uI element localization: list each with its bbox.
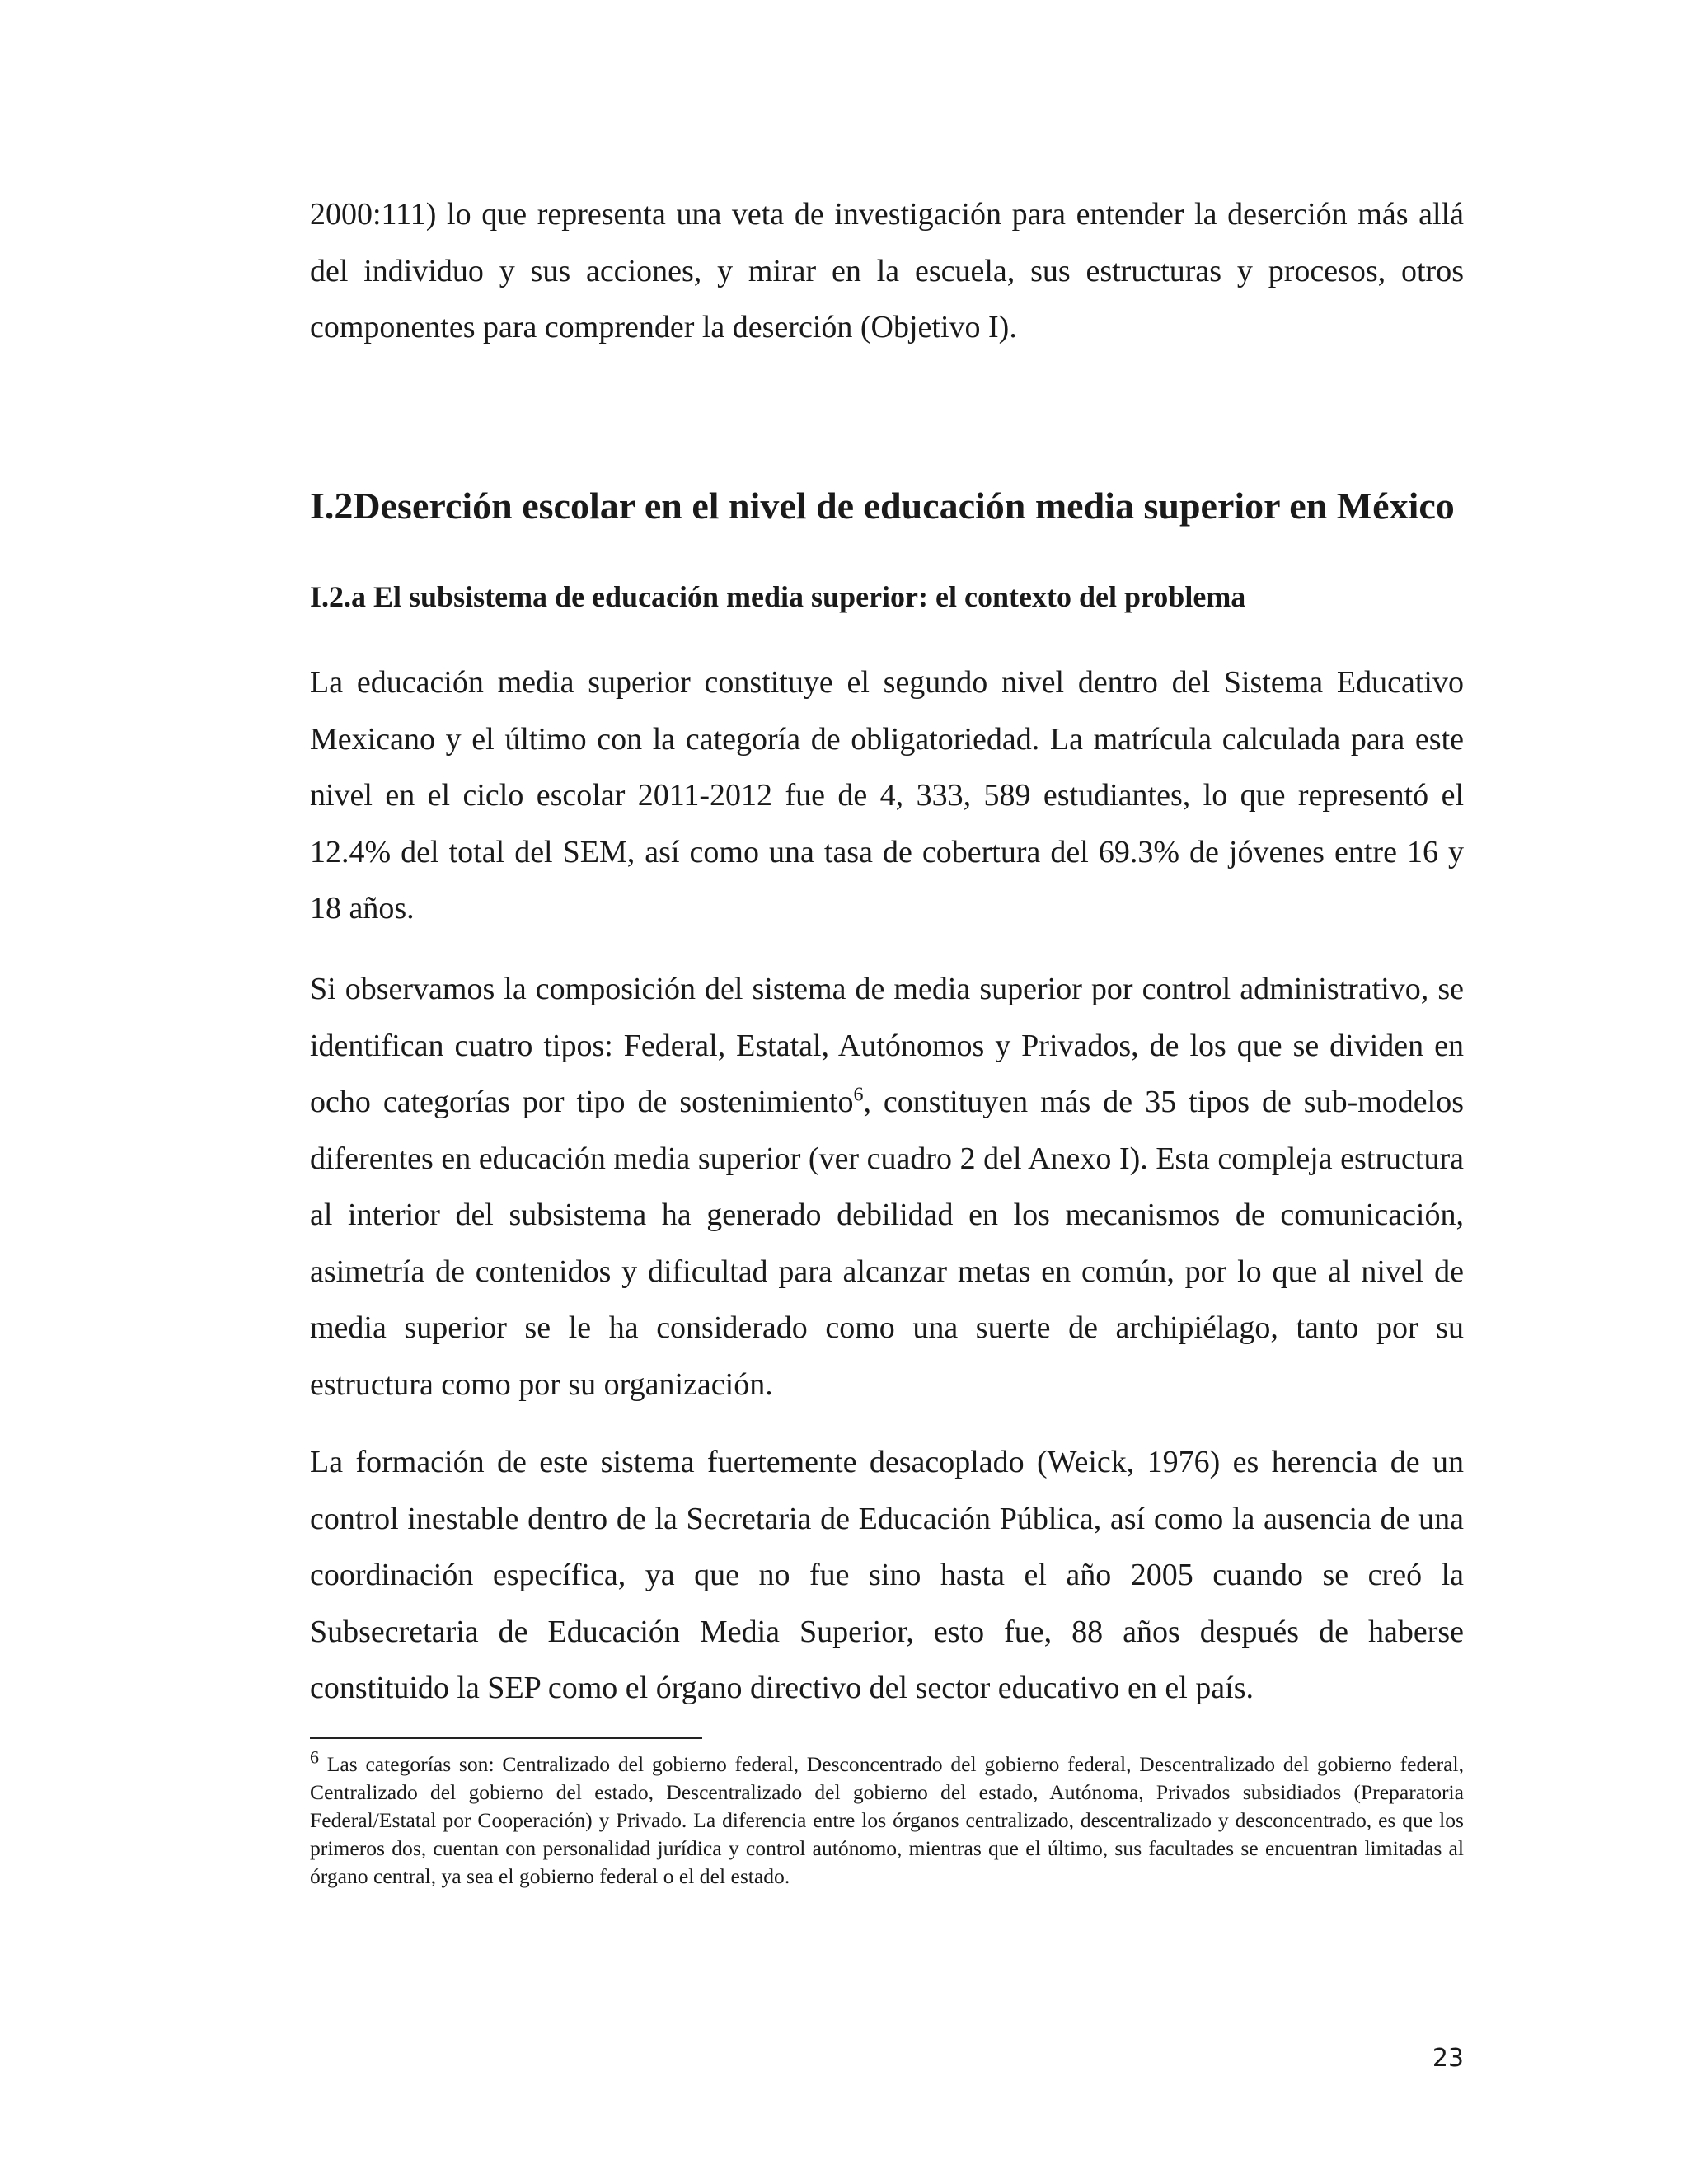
paragraph-text: , constituyen más de 35 tipos de sub-modelos diferentes en educación media superior (ver cuadro 2 del Anexo I). Esta compleja estructura al interior del subsistema ha generado debilidad en los mecanismos de comunicación, asimetría de contenidos y dificultad para alcanzar metas en común, por lo que al nivel de media superior se le ha considerado como una suerte de archipiélago, tanto por su estructura como por su organización. — [310, 1085, 1464, 1402]
subsection-heading: I.2.a El subsistema de educación media superior: el contexto del problema — [310, 580, 1246, 613]
section-heading: I.2Deserción escolar en el nivel de educación media superior en México — [310, 485, 1455, 527]
footnote-reference: 6 — [853, 1084, 864, 1106]
footnote-text: Las categorías son: Centralizado del gobierno federal, Desconcentrado del gobierno federal, Descentralizado del gobierno federal, Centralizado del gobierno del estado, Descentralizado del gobierno del estado, Autónoma, Privados subsidiados (Preparatoria Federal/Estatal por Cooperación) y Privado. La diferencia entre los órganos centralizado, descentralizado y desconcentrado, es que los primeros dos, cuentan con personalidad jurídica y control autónomo, mientras que el último, sus facultades se encuentran limitadas al órgano central, ya sea el gobierno federal o el del estado. — [310, 1752, 1464, 1888]
body-paragraph: La formación de este sistema fuertemente desacoplado (Weick, 1976) es herencia de un control inestable dentro de la Secretaria de Educación Pública, así como la ausencia de una coordinación específica, ya que no fue sino hasta el año 2005 cuando se creó la Subsecretaria de Educación Media Superior, esto fue, 88 años después de haberse constituido la SEP como el órgano directivo del sector educativo en el país. — [310, 1445, 1464, 1705]
footnote — [310, 1746, 1464, 1891]
footnote-number: 6 — [310, 1746, 319, 1768]
footnote-separator — [310, 1737, 702, 1739]
body-paragraph: La educación media superior constituye el segundo nivel dentro del Sistema Educativo Mexicano y el último con la categoría de obligatoriedad. La matrícula calculada para este nivel en el ciclo escolar 2011-2012 fue de 4, 333, 589 estudiantes, lo que representó el 12.4% del total del SEM, así como una tasa de cobertura del 69.3% de jóvenes entre 16 y 18 años. — [310, 665, 1464, 926]
paragraph-text: Si observamos la composición del sistema de media superior por control administrativo, se identifican cuatro tipos: Federal, Estatal, Autónomos y Privados, de los que se dividen en ocho categorías por tipo de sostenimiento — [310, 972, 1464, 1119]
body-paragraph-with-footnote — [310, 961, 1464, 1413]
body-paragraph: 2000:111) lo que representa una veta de investigación para entender la deserción más allá del individuo y sus acciones, y mirar en la escuela, sus estructuras y procesos, otros componentes para comprender la deserción (Objetivo I). — [310, 197, 1464, 344]
page-number: 23 — [1432, 2044, 1464, 2073]
